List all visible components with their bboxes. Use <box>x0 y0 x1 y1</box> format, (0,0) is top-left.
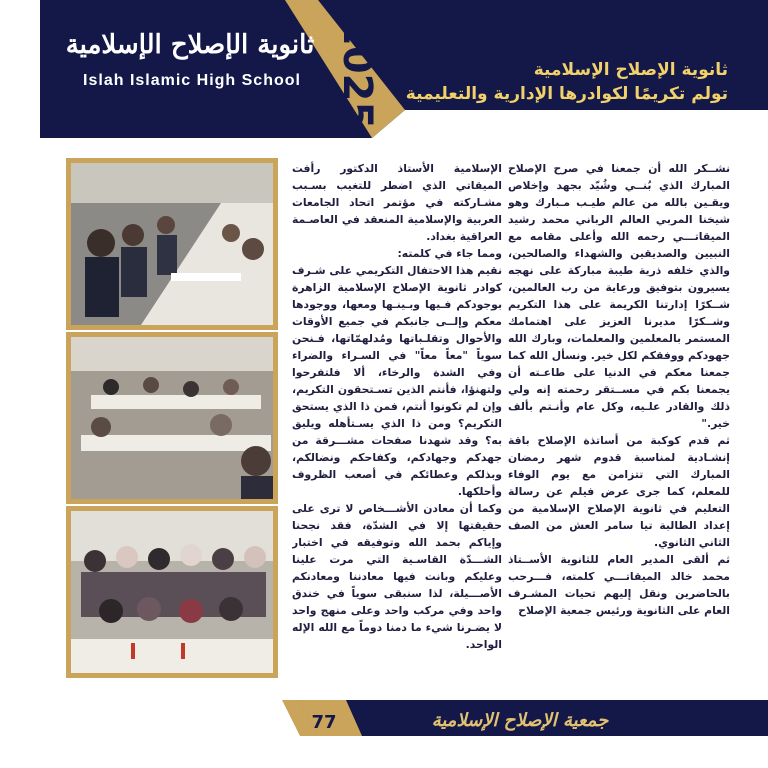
article-title <box>398 58 728 106</box>
event-photo-2-image <box>71 337 273 499</box>
column-right-paragraph-3: ثم ألقى المدير العام للثانوية الأســتاذ محمد خالد الميقاتـــي كلمته، فـــرحب بالحاضرين ونقل إليهم تحيات المشـرف العام على الثانوية ورئيس جمعية الإصلاح <box>508 553 730 617</box>
column-right-paragraph-2: ثم قدم كوكبة من أساتذة الإصلاح باقة إنشـادية لمناسبة قدوم شهر رمضان المبارك التي تتزامن مع يوم الوفاء للمعلم، كما جرى عرض فيلم عن رسالة التعليم في ثانوية الإصلاح الإسلامية من إعداد الطالبة تيا سامر العش من الصف الثاني الثانوي. <box>508 434 730 549</box>
school-logo-english: Islah Islamic High School <box>83 72 301 89</box>
page-footer <box>0 700 768 768</box>
photo-column <box>66 158 278 680</box>
event-photo-1-image <box>71 163 273 325</box>
event-photo-2 <box>66 332 278 504</box>
page-number: 77 <box>311 712 337 733</box>
event-photo-3 <box>66 506 278 678</box>
school-logo-arabic: ثانوية الإصلاح الإسلامية <box>65 30 315 60</box>
article-column-right <box>508 160 730 692</box>
column-middle-paragraph-1: الإسلامية الأستاذ الدكتور رأفت الميقاتي الذي اضطر للتغيب بسـبب مشـاركته في مؤتمر اتحاد الجامعات العربية والإسلامية المنعقد في العاصـمة العراقية بغداد. <box>292 162 502 243</box>
event-photo-3-image <box>71 511 273 673</box>
footer-background <box>0 700 768 768</box>
article-column-middle <box>292 160 502 692</box>
article-title-line-2: تولم تكريمًا لكوادرها الإدارية والتعليمية <box>405 84 728 104</box>
article-title-line-1: ثانوية الإصلاح الإسلامية <box>533 60 728 80</box>
column-middle-paragraph-2: ومما جاء في كلمته: <box>397 247 502 260</box>
event-photo-1 <box>66 158 278 330</box>
association-logo: جمعية الإصلاح الإسلامية <box>431 710 609 731</box>
column-middle-paragraph-3: نقيم هذا الاحتفال التكريمي على شـرف كوادر ثانوية الإصلاح الإسلامية الزاهرة بوجودكم فـيها وبـينـها ومعها، ووجودها معكم وإلــى جانبكم في جميع الأوقات والأحوال وتقلـباتها ومُدلهمّاتها، فـنحن سوياً "معاً معاً" في السـراء والضراء وفي الشدة والرخاء، ألا فلتفرحوا ولتهنؤا، فأنتم الذين تسـتحقون التكريم، وإن لم تكونوا أنتم، فمن ذا الذي يستحق التكريم؟ ومن ذا الذي يسـتأهله ويليق به؟ وقد شهدنا صفحات مشـــرقة من جهدكم وجهادكم، وكفاحكم ونضالكم، وبذلكم وعطائكم في أصعب الظروف وأحلكها. <box>292 264 502 498</box>
column-middle-paragraph-4: وكما أن معادن الأشـــخاص لا ترى على حقيقتها إلا في الشدّة، فقد نجحنا وإياكم بحمد الله وتوفيقه في اختبار الشـــدّة القاسـية التي مرت علينا وعليكم وبانت فيها معادننا ومعادنكم الأصـــيلة، لذا سنبقى سوياً في خندق واحد وفي مركب واحد وعلى منهج واحد لا يضـرنا شيء ما دمنا دوماً مع الله الإله الواحد. <box>292 502 502 651</box>
header-left-margin <box>0 0 40 138</box>
year-label: 2025 <box>334 18 380 130</box>
column-right-paragraph-1: نشــكر الله أن جمعنا في صرح الإصلاح المبارك الذي بُنــي وشُيّد بجهد وإخلاص ويقـين بالله من عالم طيـب مـبارك وهو شيخنا المربي العالم الرباني محمد رشيد الميقاتـــي رحمه الله وأعلى مقامه مع النبيين والصديقين والشهداء والصالحين، والذي خلفه ذرية طيبة مباركة على نهجه يسيرون بتوفيق ورعاية من رب العالمين، شــكرًا إدارتنا الكريمة على هذا التكريم وشــكرًا مديرنا العزيز على اهتمامك المستمر بالمعلمين والمعلمات، وبارك الله جهودكم ووفقكم لكل خير. ونسأل الله كما جمعنا معكم في الدنيا على طاعـته أن يجمعنا بكم في مســتقر رحمته إنه ولي ذلك والقادر علـيه، وكل عام وأنـتم بألف خير." <box>508 162 730 430</box>
page-header <box>0 0 768 140</box>
